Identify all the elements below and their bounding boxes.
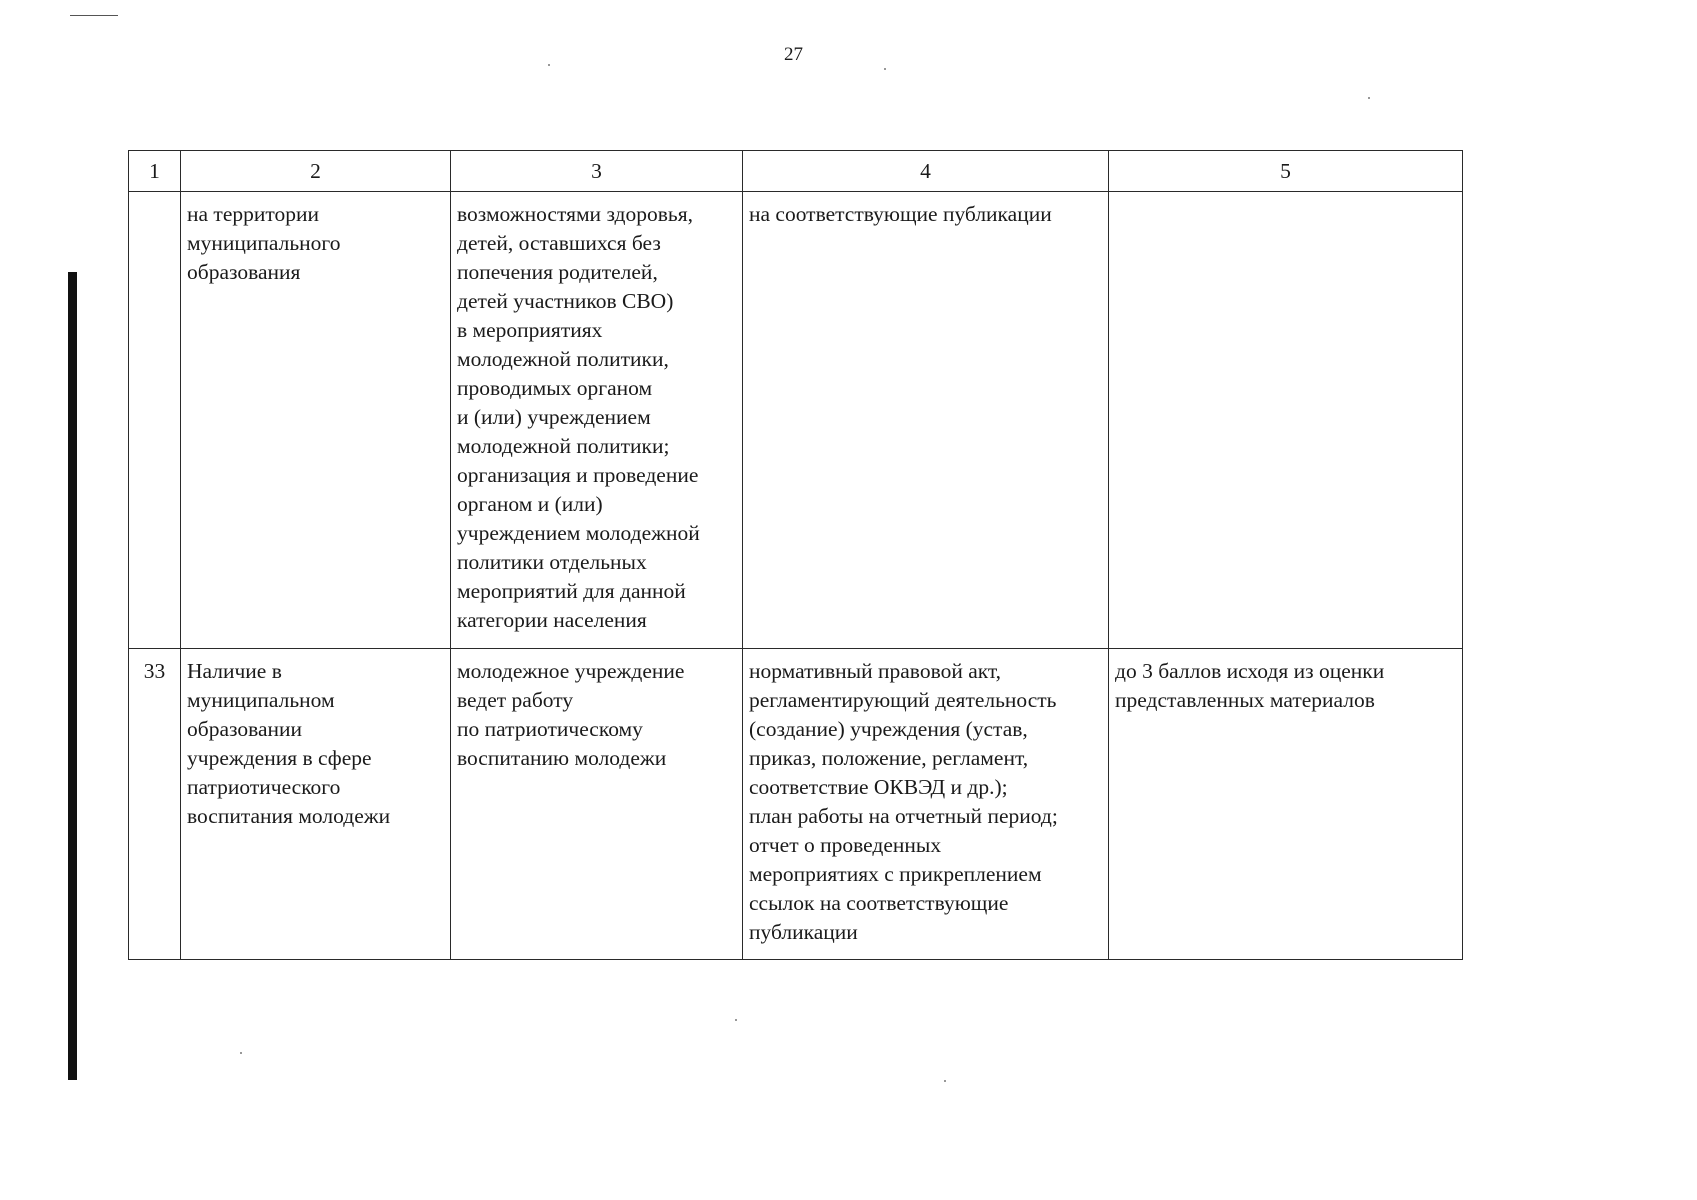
criteria-table <box>128 150 1463 960</box>
score-cell: до 3 баллов исходя из оценки представленных материалов <box>1109 649 1463 960</box>
header-cell-3: 3 <box>451 151 743 192</box>
page-number: 27 <box>784 44 803 65</box>
scan-binding-bar <box>68 272 77 1080</box>
scan-speck <box>240 1052 242 1054</box>
evidence-cell: на соответствующие публикации <box>743 192 1109 649</box>
evidence-cell: нормативный правовой акт, регламентирующий деятельность (создание) учреждения (устав, приказ, положение, регламент, соответствие ОКВЭД и др.); план работы на отчетный период; отчет о проведенных мероприятиях с прикреплением ссылок на соответствующие публикации <box>743 649 1109 960</box>
scan-speck <box>1368 97 1370 99</box>
scan-speck <box>735 1019 737 1021</box>
header-cell-4: 4 <box>743 151 1109 192</box>
scan-speck <box>944 1080 946 1082</box>
top-left-rule <box>70 15 118 16</box>
row-number-cell <box>129 192 181 649</box>
table-row <box>129 192 1463 649</box>
row-number-cell: 33 <box>129 649 181 960</box>
criterion-cell: молодежное учреждение ведет работу по патриотическому воспитанию молодежи <box>451 649 743 960</box>
header-cell-2: 2 <box>181 151 451 192</box>
header-cell-1: 1 <box>129 151 181 192</box>
scan-speck <box>884 68 886 70</box>
table-row <box>129 649 1463 960</box>
table-header-row <box>129 151 1463 192</box>
indicator-cell: на территории муниципального образования <box>181 192 451 649</box>
indicator-cell: Наличие в муниципальном образовании учреждения в сфере патриотического воспитания молодежи <box>181 649 451 960</box>
header-cell-5: 5 <box>1109 151 1463 192</box>
scan-speck <box>548 64 550 66</box>
criterion-cell: возможностями здоровья, детей, оставшихся без попечения родителей, детей участников СВО) в мероприятиях молодежной политики, проводимых органом и (или) учреждением молодежной политики; организация и проведение органом и (или) учреждением молодежной политики отдельных мероприятий для данной категории населения <box>451 192 743 649</box>
score-cell <box>1109 192 1463 649</box>
